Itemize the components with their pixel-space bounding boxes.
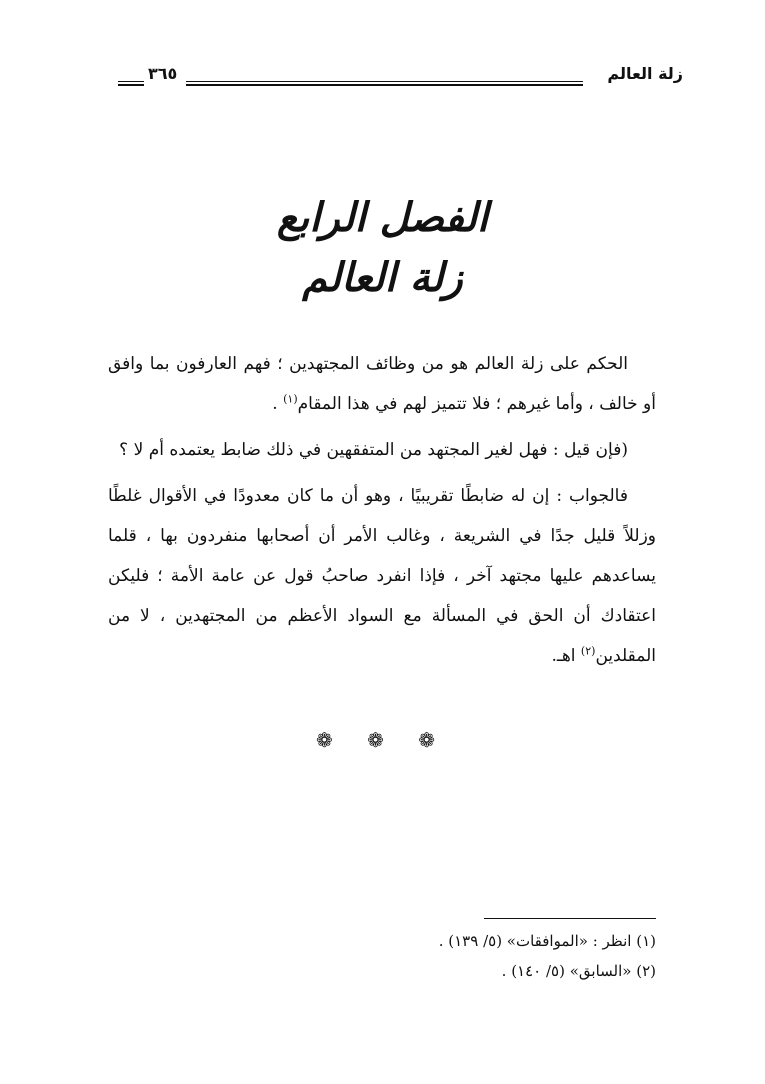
paragraph-1-text: الحكم على زلة العالم هو من وظائف المجتهدين ؛ فهم العارفون بما وافق أو خالف ، وأما غيرهم ؛ فلا تتميز لهم في هذا المقام (108, 354, 656, 414)
footnotes (300, 926, 656, 986)
footnote-ref-2: (٢) (580, 644, 596, 658)
paragraph-1-end: . (272, 394, 284, 414)
paragraph-2-text: (فإن قيل : فهل لغير المجتهد من المتفقهين في ذلك ضابط يعتمده أم لا ؟ (119, 440, 628, 460)
page-number: ٣٦٥ (148, 64, 178, 83)
header-rule-short (118, 81, 144, 86)
paragraph-1 (108, 344, 656, 424)
paragraph-3-end: اهـ. (551, 646, 581, 666)
chapter-heading (0, 188, 765, 308)
running-header (118, 60, 683, 100)
footnote-rule (484, 918, 656, 919)
paragraph-3-text: فالجواب : إن له ضابطًا تقريبيًا ، وهو أن ما كان معدودًا في الأقوال غلطًا وزللاً قليل جدًا في الشريعة ، وغالب الأمر أن أصحابها منفردون بها ، قلما يساعدهم عليها مجتهد آخر ، فإذا انفرد صاحبُ قول عن عامة الأمة ؛ فليكن اعتقادك أن الحق في المسألة مع السواد الأعظم من المجتهدين ، لا من المقلدين (108, 486, 656, 666)
header-rule (186, 81, 583, 86)
footnote-1: (١) انظر : «الموافقات» (٥/ ١٣٩) . (438, 932, 656, 950)
footnote-ref-1: (١) (283, 392, 298, 406)
section-separator: ❁ ❁ ❁ (316, 728, 449, 752)
body-text (108, 344, 656, 682)
running-title: زلة العالم (607, 64, 683, 83)
paragraph-2 (108, 430, 656, 470)
footnote-2: (٢) «السابق» (٥/ ١٤٠) . (501, 962, 656, 980)
chapter-title: زلة العالم (302, 254, 463, 301)
chapter-label: الفصل الرابع (276, 194, 489, 241)
paragraph-3 (108, 476, 656, 676)
